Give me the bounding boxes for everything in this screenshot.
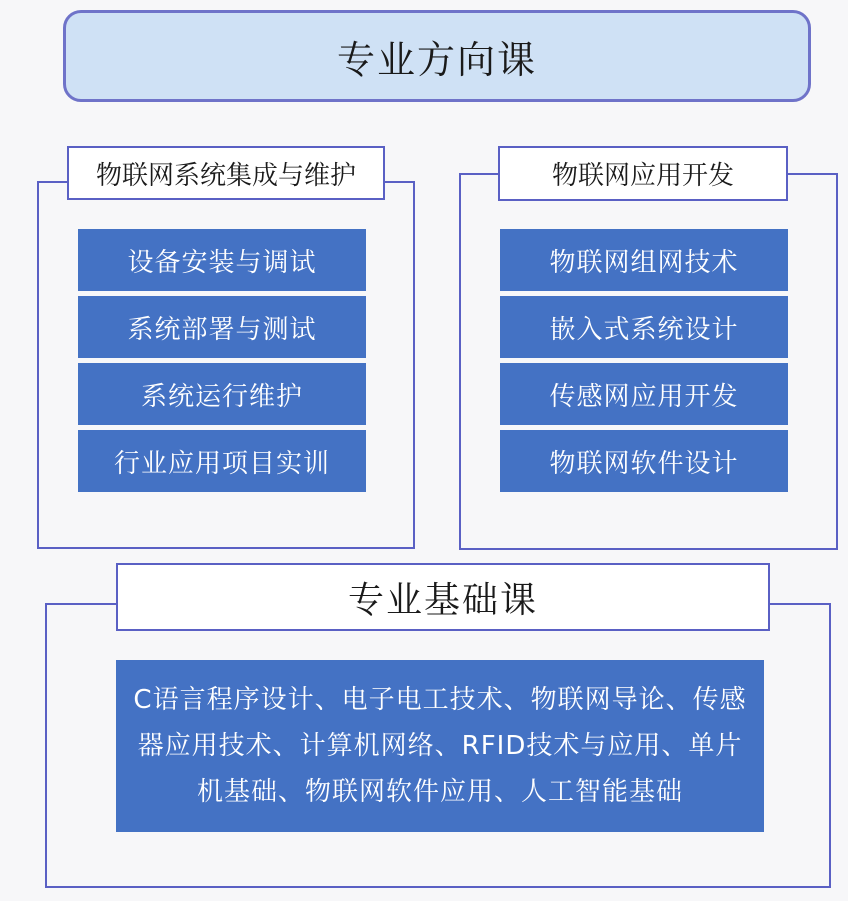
left-item-4: 行业应用项目实训: [78, 430, 366, 492]
base-course-list: C语言程序设计、电子电工技术、物联网导论、传感器应用技术、计算机网络、RFID技术与应用、单片机基础、物联网软件应用、人工智能基础: [116, 660, 764, 832]
right-item-4: 物联网软件设计: [500, 430, 788, 492]
right-item-3: 传感网应用开发: [500, 363, 788, 425]
page-title: 专业方向课: [63, 10, 811, 102]
right-group-label: 物联网应用开发: [498, 146, 788, 201]
right-item-2: 嵌入式系统设计: [500, 296, 788, 358]
left-item-2: 系统部署与测试: [78, 296, 366, 358]
left-item-1: 设备安装与调试: [78, 229, 366, 291]
right-item-1: 物联网组网技术: [500, 229, 788, 291]
base-group-label: 专业基础课: [116, 563, 770, 631]
left-group-label: 物联网系统集成与维护: [67, 146, 385, 200]
left-item-3: 系统运行维护: [78, 363, 366, 425]
